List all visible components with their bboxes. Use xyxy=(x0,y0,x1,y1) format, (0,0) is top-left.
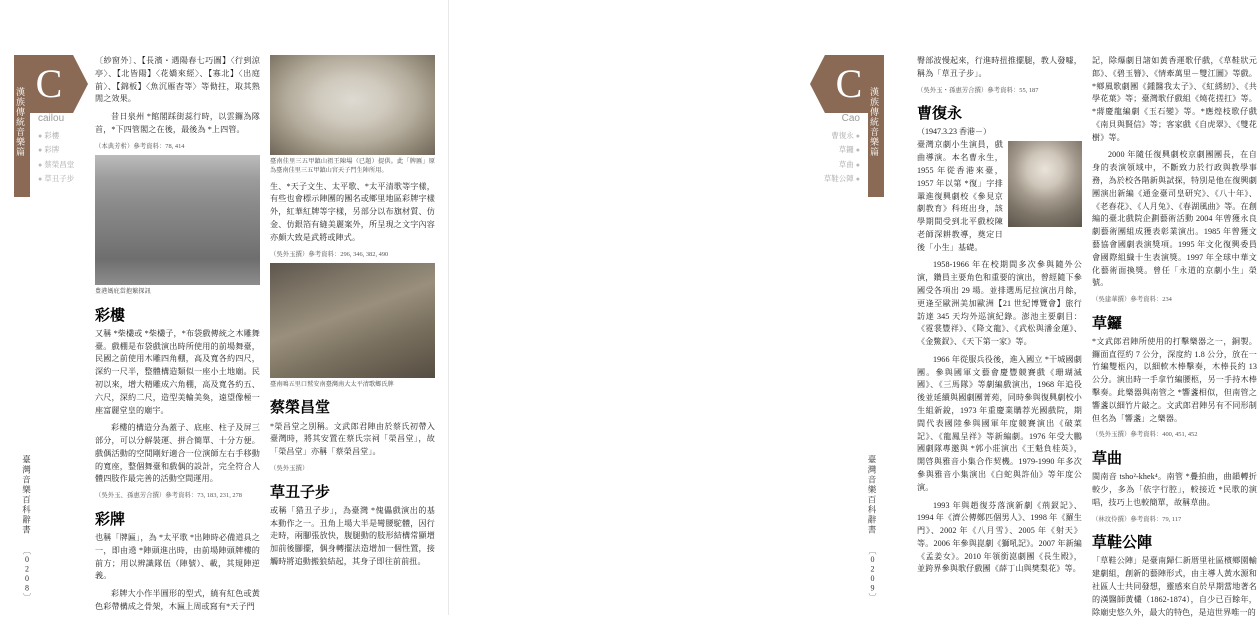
entry-body: *文武郎君陣所使用的打擊樂器之一，銅製。鑼面直徑約 7 公分，深度約 1.8 公分，放在一竹編雙柩內，以細軟木棒擊奏，木棒長約 13 公分。演出時一手拿竹編腰柩，另一手持木棒擊奏。此樂器與南管之 *響盞相似，但南管之響盞以細竹片敲之。文武郎君陣另有不同形制但名為「響盞」之樂器。 xyxy=(1092,336,1257,423)
page-number: 〔0209〕 xyxy=(868,546,877,601)
bullet-icon: ● xyxy=(38,161,43,169)
entry-body: 彩樓的構造分為蓋子、底座、柱子及屏三部分，可以分解裝運、拼合簡單、十分方便。戲偶活動的空間剛好適合一位演師左右手移動的寬座，整個舞臺和戲偶的設計，完全符合人體四肢作最完善的活動空間運用。 xyxy=(95,423,260,484)
tab-entry-item[interactable] xyxy=(792,158,860,172)
tab-entry-item[interactable] xyxy=(792,129,860,143)
figure-carving xyxy=(270,263,435,389)
source-citation: （吳外玉・孫惠芳合撰）參考資料：55, 187 xyxy=(917,86,1039,94)
entry-heading-cailou: 彩樓 xyxy=(95,307,126,324)
right-page-columns xyxy=(917,55,1257,624)
page-number: 〔0208〕 xyxy=(22,546,32,601)
tab-entry-label: 彩樓 xyxy=(44,131,60,140)
entry-body: 1993 年與趙復芬落演新劇《荊釵記》、1994 年《濟公傳鄭匹個男人》、1998 年《羅生門》、2002 年《八月雪》、2005 年《射天》等。2006 年參與崑劇《獅吼記》。2007 年新編《孟姜女》。2010 年領銜崑劇團《長生殿》，並跨界參與歌仔戲團《薛丁山與樊梨花》等。 xyxy=(917,500,1082,574)
entry-heading-caishun: 蔡榮昌堂 xyxy=(270,400,331,417)
bullet-icon: ● xyxy=(38,175,43,183)
source-citation: （林玟伶撰）參考資料：79, 117 xyxy=(1092,515,1182,523)
left-page-columns xyxy=(95,55,435,619)
bullet-icon: ● xyxy=(855,147,860,155)
entry-birth-info: （1947.3.23 香港－） xyxy=(917,127,991,137)
tab-entry-label: 曹復永 xyxy=(831,131,854,140)
entry-body: 又稱 *柴欉或 *柴欉子，*布袋戲傳統之木雕舞臺。戲棚是布袋戲演出時所使用的前場舞臺，民國之前使用木雕四角棚，高及寬各約四尺，深約一尺半，整體構造類似一座小土地廟。民初以來，增大精雕成六角棚，高及寬各約五、六尺，深約二尺，造型美輪美奐，遠望像極一座富麗堂皇的廟宇。 xyxy=(95,328,260,415)
footer-right xyxy=(868,455,877,602)
column-1 xyxy=(917,55,1082,624)
tab-entry-item[interactable] xyxy=(792,143,860,157)
book-title: 臺灣音樂百科辭書 xyxy=(867,454,877,535)
footer-left xyxy=(22,455,31,602)
figure-street-parade xyxy=(95,155,260,296)
tab-entry-label: 草曲 xyxy=(838,159,854,169)
entry-body: 2000 年隨任復興劇校京劇團團長，在自身的表演領域中，不斷致力於行政與教學事務，為於校各階新與試探，特別是他在復興劇團演出新編《通金臺司皇研究》、《八十年》、《老春花》、《人月兔》、《春湖風曲》等。在創編的臺北戲院企劃藝術活動 2004 年曾獲永良劇藝術團組成獲表彰業演出。1985 年曾獲文藝協會國劇表演獎項。1995 年文化復興委員會國際組織十生表演獎。1997 年全球中華文化藝術面換獎。曾任「永道的京劇小生」榮號。 xyxy=(1092,150,1257,288)
figure-caption: 豊港媽庇當抱繁探訊 xyxy=(95,288,151,296)
tab-entry-label: 草丑子步 xyxy=(44,173,75,183)
tab-entry-label: 彩牌 xyxy=(44,145,60,155)
tab-entry-label: 草鞋公陣 xyxy=(823,173,854,183)
entry-body: *榮昌堂之別稱。文武郎君陣由於蔡氏初帶入臺灣時，將其安置在蔡氏宗祠「榮昌堂」，故「榮昌堂」亦稱「蔡榮昌堂」。 xyxy=(270,421,435,457)
entry-heading-caoluo: 草鑼 xyxy=(1092,315,1123,332)
book-title: 臺灣音樂百科辭書 xyxy=(21,454,32,535)
bullet-icon: ● xyxy=(855,161,860,169)
source-citation: （吳建華撰）參考資料：234 xyxy=(1092,296,1172,304)
tab-letter: C xyxy=(35,61,63,106)
column-2 xyxy=(270,55,435,619)
entry-body: 或稱「猎丑子步」，為臺灣 *傀儡戲演出的基本動作之一。丑角上場大半是彎腰駝體，因行走時，兩腳張放快，腹腿動的肢形結構常顯增加前後腳擺，偶身轉擺法造增加一個性置，接觸時將追動搬狼結起，其身子即往前前扭。 xyxy=(270,505,435,566)
continued-paragraph: 臀部波慢起來，行進時扭推擺腿，教人發噱，稱為「草丑子步」。 xyxy=(917,56,1082,78)
continued-paragraph: 記，除爆劇目諸如黃香運歌仔戲，《草鞋狀元郎》、《碧玉簪》、《情牽萬里－雙江圖》等戲。*鄉風歌劇團《鍾醫我太子》、《紅綉紉》、《共學花葉》等；臺灣歌仔戲組《燒花搓扛》等。*蔣慶龍編劇《玉石變》等。*應煌枝歌仔戲《南貝與賢信》等；客家戲《自虎翠》、《雙花樹》等。 xyxy=(1092,56,1257,142)
tab-roman-label: cailou xyxy=(38,113,65,124)
entry-body: 1966 年從服兵役後，進入國立 *干城國劇團。參與國軍文藝會慶豐競賽戲《珊瑚滅國》、《三馬隊》等劇編戲演出，1968 年追役後並延續與國劇團菁苑，同時參與復興劇校小生組新銳，1973 年重慶業購荐光國戲院，期間代表國陸參與國軍年度競賽演出《破菜記》、《龍鳳呈祥》等新編劇。1976 年受大鵬國劇隊專邀與 *郭小莊演出《王魁負桂英》，開啓與雅音小集合作契機。1979-1990 年多次參與雅音小集演出《白蛇與許仙》等年度公演。 xyxy=(917,354,1082,492)
entry-heading-caofuyong: 曹復永 xyxy=(917,106,963,123)
column-2 xyxy=(1092,55,1257,624)
source-citation: （本典芳㭊）參考資料：78, 414 xyxy=(95,142,185,150)
tab-entry-item[interactable] xyxy=(792,172,860,186)
entry-body: 1958-1966 年在校期間多次參與隨外公演，鑽員主要角色和重要的演出，曾經隨下參國受各項出 29 場。並排選馬尼拉演出月餘，更逢至歐洲美加歐洲【21 世紀博覽會】旅行訪達 345 天均外巡演紀錄。澎池主要劇目：《霓裳豐祥》、《降文龍》、《武松與潘金蓮》、《金鱉釵》、《天下第一家》等。 xyxy=(917,260,1082,347)
entry-body: 臺灣京劇小生演員，戲曲導演。本名曹永生，1955 年從香港來臺，1957 年以第 *復」字排輩進復興劇校《參見京劇教育》科班出身，該學期間受到北平戲校陳老師深耕教導，奠定日後「小生」基礎。 xyxy=(917,140,1003,252)
tab-section-label: 漢族傳統音樂篇 xyxy=(868,55,884,197)
source-citation: （吳外玉撰） xyxy=(270,465,309,472)
portrait-photo-caofuyong xyxy=(1008,141,1082,227)
figure-caption: 臺南佳里三五甲鎮山祖王陳場（已題）提供。此「牌匾」原為臺南佳里三五甲鎮山宮天子門生陣所用。 xyxy=(270,158,435,175)
entry-heading-caochou: 草丑子步 xyxy=(270,484,331,501)
entry-body: 也稱「牌匾」，為 *太平歌 *出陣時必備道具之一，即由遶 *陣頭進出時，由前場陣頭牌樓的前方；用以辨識隊伍（陣號）、載，其規陣逆義。 xyxy=(95,533,260,581)
figure-caption: 臺南鳴五里口鷲安南臺灣南大太平清歌鄉氏牌 xyxy=(270,381,394,389)
bullet-icon: ● xyxy=(855,175,860,183)
right-page xyxy=(449,0,1257,617)
tab-roman-label: Cao xyxy=(841,113,860,124)
figure-image xyxy=(95,155,260,285)
tab-entry-label: 蔡榮昌堂 xyxy=(44,159,75,169)
figure-plaque xyxy=(270,55,435,176)
figure-image xyxy=(270,55,435,155)
tab-letter: C xyxy=(835,61,863,106)
entry-body: 「草鞋公陣」是臺南歸仁新厝里社區檳鄉園輸建劇組，創新的藝陣形式，由主導人黃水源和社區人士共同發想，靈感來自於早期當地著名的漢醫師黃欉（1862-1874），自少已百餘年，除廟史悠久外，最大的特色，是這世界唯一的 xyxy=(1092,556,1257,617)
entry-body: 生、*天子文生、太平歌、*太平清歌等字樣，有些也會標示陣團的團名或鄉里地區彩牌字樣外，紅華紅牌等字樣，另部分以布旗材質、仿金、仿銀箔有縫美麗案外，所呈現之文字內容亦頗大致是武將或陣式。 xyxy=(270,181,435,242)
entry-heading-caipai: 彩牌 xyxy=(95,511,126,528)
column-1 xyxy=(95,55,260,619)
left-page xyxy=(0,0,449,615)
thumb-tab-left[interactable] xyxy=(14,55,88,197)
tab-entry-label: 草鑼 xyxy=(838,145,854,155)
bullet-icon: ● xyxy=(38,147,43,155)
source-citation: （吳外玉撰）參考資料：400, 451, 452 xyxy=(1092,431,1198,439)
source-citation: （吳外玉、孫惠芳合撰）參考資料：73, 183, 231, 278 xyxy=(95,492,242,500)
source-citation: （吳外玉撰）參考資料：296, 346, 382, 490 xyxy=(270,250,389,258)
bullet-icon: ● xyxy=(855,133,860,140)
entry-body: 彩牌大小作半圓形的型式，繞有紅色或黃色彩帶構成之骨架，木匾上周或寫有*天子門 xyxy=(95,589,260,611)
entry-body: 閩南音 tsho²-khek⁴。南管 *疊拍曲，曲韻轉折較少，多為「依字行腔」，較接近 *民歌的演唱，技巧上也較簡單，故稱草曲。 xyxy=(1092,472,1257,507)
entry-heading-caoqu: 草曲 xyxy=(1092,451,1123,467)
bullet-icon: ● xyxy=(38,133,43,140)
continued-paragraph: 昔日泉州 *館閣踩街蕊行時，以雲鑼為隊首，*下四管閣之在後，最後為 *上四管。 xyxy=(95,112,260,134)
thumb-tab-right[interactable] xyxy=(810,55,884,197)
figure-image xyxy=(270,263,435,378)
entry-heading-caoxie: 草鞋公陣 xyxy=(1092,535,1153,552)
tab-section-label: 漢族傳統音樂篇 xyxy=(14,55,30,197)
continued-paragraph: 〔紗窗外〕、【長濱・遇陽春七巧圖】〈行到涼亭〉、【北皆陽】〈花嬌來經〉、【寡北】〈出庭前〉、【錦板】〈魚沉雁杳等〉等㑃拄，取其熟閒之效果。 xyxy=(95,56,260,104)
tab-entry-list xyxy=(792,113,860,186)
